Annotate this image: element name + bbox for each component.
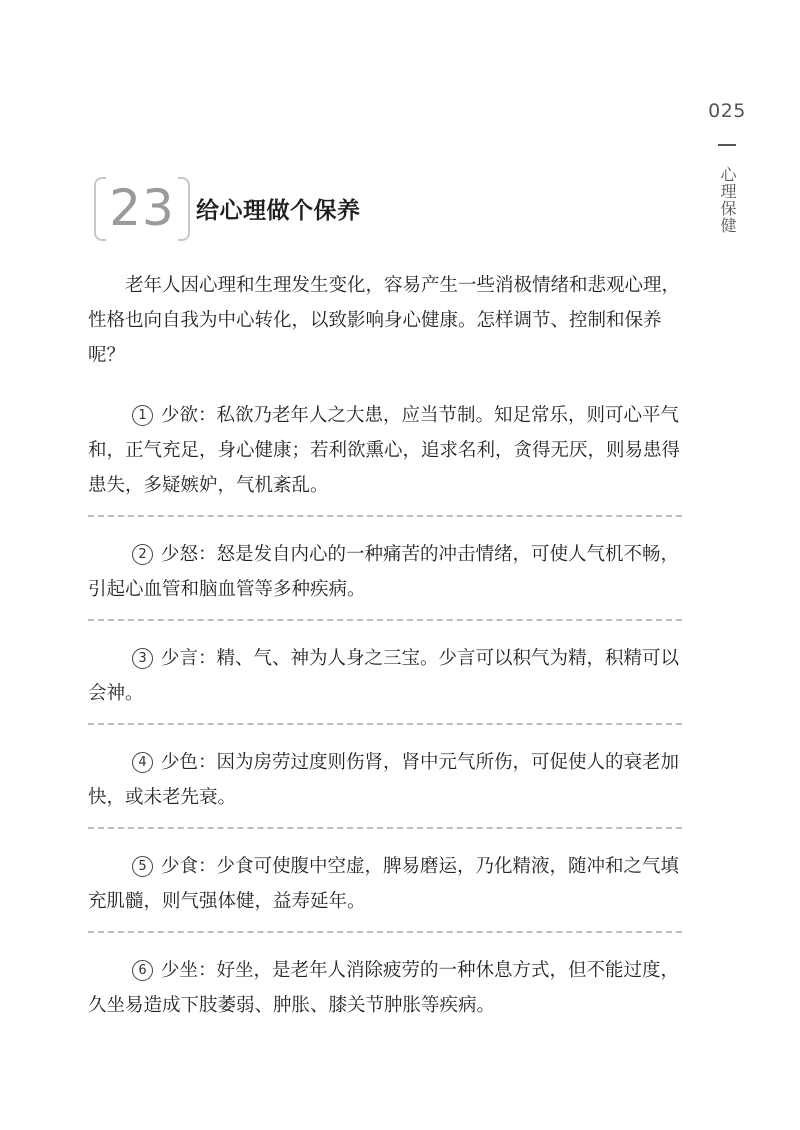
list-item [88,394,682,517]
item-body: 少怒：怒是发自内心的一种痛苦的冲击情绪，可使人气机不畅，引起心血管和脑血管等多种疾病。 [88,544,680,600]
item-body: 少坐：好坐，是老年人消除疲劳的一种休息方式，但不能过度，久坐易造成下肢萎弱、肿胀、膝关节肿胀等疾病。 [88,960,680,1016]
right-bracket-decoration [178,177,190,241]
item-body: 少食：少食可使腹中空虚，脾易磨运，乃化精液，随冲和之气填充肌髓，则气强体健，益寿延年。 [88,856,680,912]
page-number: 025 [708,100,746,122]
advice-list [88,394,682,1051]
item-number-badge: 2 [132,544,153,565]
item-body: 少言：精、气、神为人身之三宝。少言可以积气为精，积精可以会神。 [88,648,680,704]
item-number-badge: 1 [132,405,153,426]
list-item [88,949,682,1035]
item-number-badge: 5 [132,856,153,877]
section-label: 心理保健 [718,166,737,234]
section-heading [94,176,361,240]
section-number-badge [94,177,190,239]
list-item-text [88,641,682,711]
list-item-text [88,398,682,503]
list-item-text [88,849,682,919]
intro-paragraph: 老年人因心理和生理发生变化，容易产生一些消极情绪和悲观心理，性格也向自我为中心转化，以致影响身心健康。怎样调节、控制和保养呢？ [88,275,681,366]
list-item [88,741,682,829]
side-section-marker [700,100,754,234]
list-item-text [88,745,682,815]
item-number-badge: 6 [132,960,153,981]
list-item [88,637,682,725]
item-number-badge: 4 [132,752,153,773]
section-number: 23 [109,179,175,237]
item-body: 少色：因为房劳过度则伤肾，肾中元气所伤，可促使人的衰老加快，或未老先衰。 [88,752,680,808]
item-body: 少欲：私欲乃老年人之大患，应当节制。知足常乐，则可心平气和，正气充足，身心健康；若利欲熏心，追求名利，贪得无厌，则易患得患失，多疑嫉妒，气机紊乱。 [88,405,681,496]
item-number-badge: 3 [132,648,153,669]
list-item [88,845,682,933]
side-divider [718,144,736,146]
list-item-text [88,537,682,607]
list-item [88,533,682,621]
list-item-text [88,953,682,1023]
section-title: 给心理做个保养 [196,196,361,224]
